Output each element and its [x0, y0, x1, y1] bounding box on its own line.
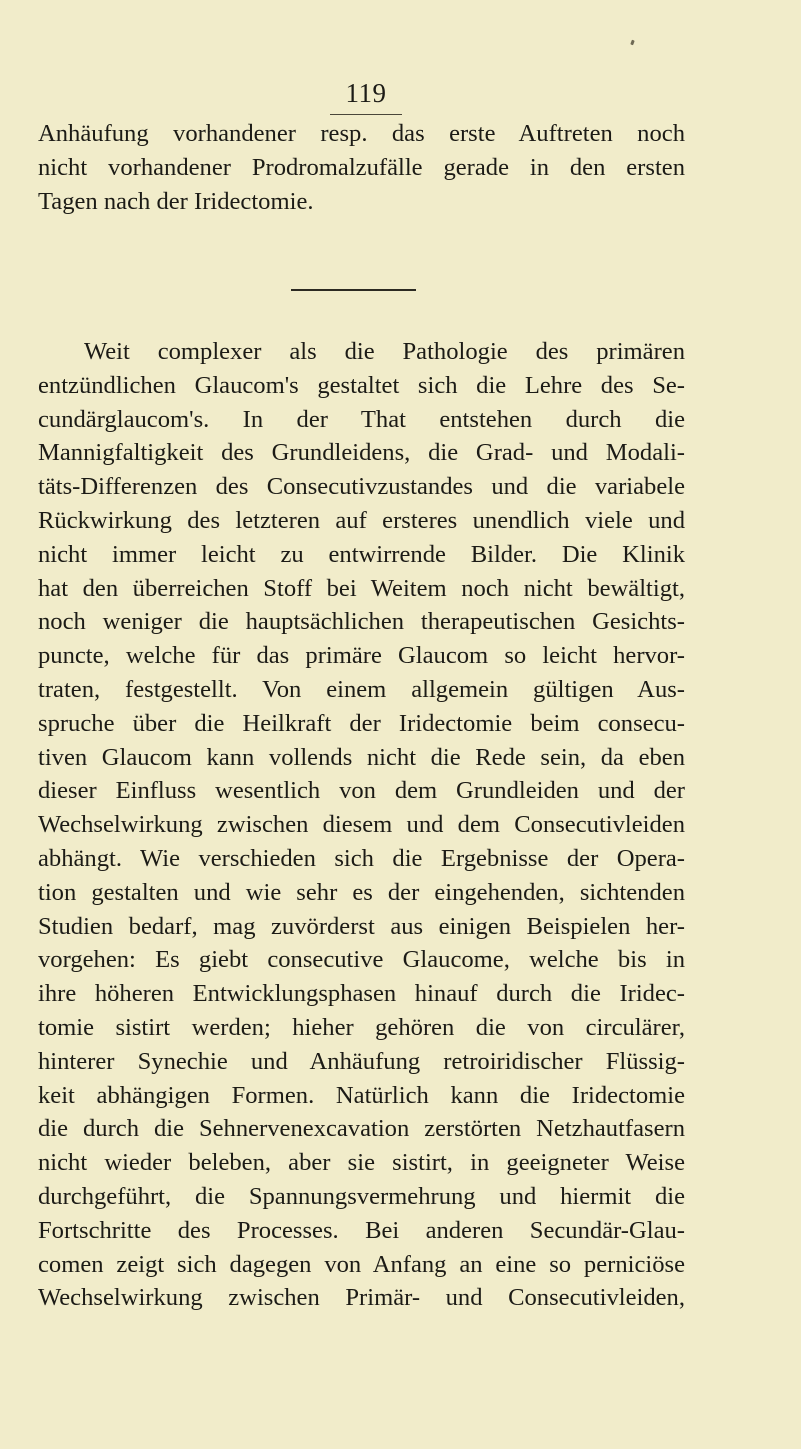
text-line: keit abhängigen Formen. Natürlich kann die Iridectomie [38, 1081, 685, 1109]
text-line: ihre höheren Entwicklungsphasen hinauf durch die Iridec- [38, 980, 685, 1008]
text-line: Wechselwirkung zwischen Primär- und Consecutivleiden, [38, 1284, 685, 1312]
page-number-rule [330, 114, 402, 115]
text-line: nicht wieder beleben, aber sie sistirt, in geeigneter Weise [38, 1149, 685, 1177]
text-line: dieser Einfluss wesentlich von dem Grundleiden und der [38, 777, 685, 805]
text-line: Rückwirkung des letzteren auf ersteres unendlich viele und [38, 506, 685, 534]
text-line: hinterer Synechie und Anhäufung retroiridischer Flüssig- [38, 1047, 685, 1075]
paper-speck [630, 40, 635, 46]
text-line: vorgehen: Es giebt consecutive Glaucome, welche bis in [38, 946, 685, 974]
text-line: tion gestalten und wie sehr es der eingehenden, sichtenden [38, 878, 685, 906]
page-number: 119 [345, 78, 387, 108]
text-line: cundärglaucom's. In der That entstehen durch die [38, 405, 685, 433]
section-divider [291, 289, 416, 291]
text-line: Weit complexer als die Pathologie des primären [84, 338, 685, 365]
paragraph-2 [38, 335, 685, 1315]
text-line: tomie sistirt werden; hieher gehören die von circulärer, [38, 1013, 685, 1041]
text-line: puncte, welche für das primäre Glaucom so leicht hervor- [38, 642, 685, 670]
text-line: Anhäufung vorhandener resp. das erste Auftreten noch [38, 120, 685, 147]
text-line: nicht immer leicht zu entwirrende Bilder. Die Klinik [38, 540, 685, 568]
text-line: täts-Differenzen des Consecutivzustandes und die variabele [38, 473, 685, 501]
paragraph-1 [38, 117, 685, 218]
text-line: hat den überreichen Stoff bei Weitem noch nicht bewältigt, [38, 574, 685, 602]
text-line: abhängt. Wie verschieden sich die Ergebnisse der Opera- [38, 844, 685, 872]
text-line: Wechselwirkung zwischen diesem und dem Consecutivleiden [38, 811, 685, 839]
text-line: spruche über die Heilkraft der Iridectomie beim consecu- [38, 709, 685, 737]
text-line: durchgeführt, die Spannungsvermehrung und hiermit die [38, 1182, 685, 1210]
text-line: Fortschritte des Processes. Bei anderen Secundär-Glau- [38, 1216, 685, 1244]
text-line: Mannigfaltigkeit des Grundleidens, die Grad- und Modali- [38, 439, 685, 467]
text-line: Tagen nach der Iridectomie. [38, 187, 314, 215]
text-line: noch weniger die hauptsächlichen therapeutischen Gesichts- [38, 608, 685, 636]
text-line: comen zeigt sich dagegen von Anfang an eine so perniciöse [38, 1250, 685, 1278]
text-line: nicht vorhandener Prodromalzufälle gerade in den ersten [38, 153, 685, 181]
text-line: Studien bedarf, mag zuvörderst aus einigen Beispielen her- [38, 912, 685, 940]
text-line: tiven Glaucom kann vollends nicht die Rede sein, da eben [38, 743, 685, 771]
text-line: traten, festgestellt. Von einem allgemein gültigen Aus- [38, 675, 685, 703]
text-line: die durch die Sehnervenexcavation zerstörten Netzhautfasern [38, 1115, 685, 1143]
text-line: entzündlichen Glaucom's gestaltet sich die Lehre des Se- [38, 371, 685, 399]
